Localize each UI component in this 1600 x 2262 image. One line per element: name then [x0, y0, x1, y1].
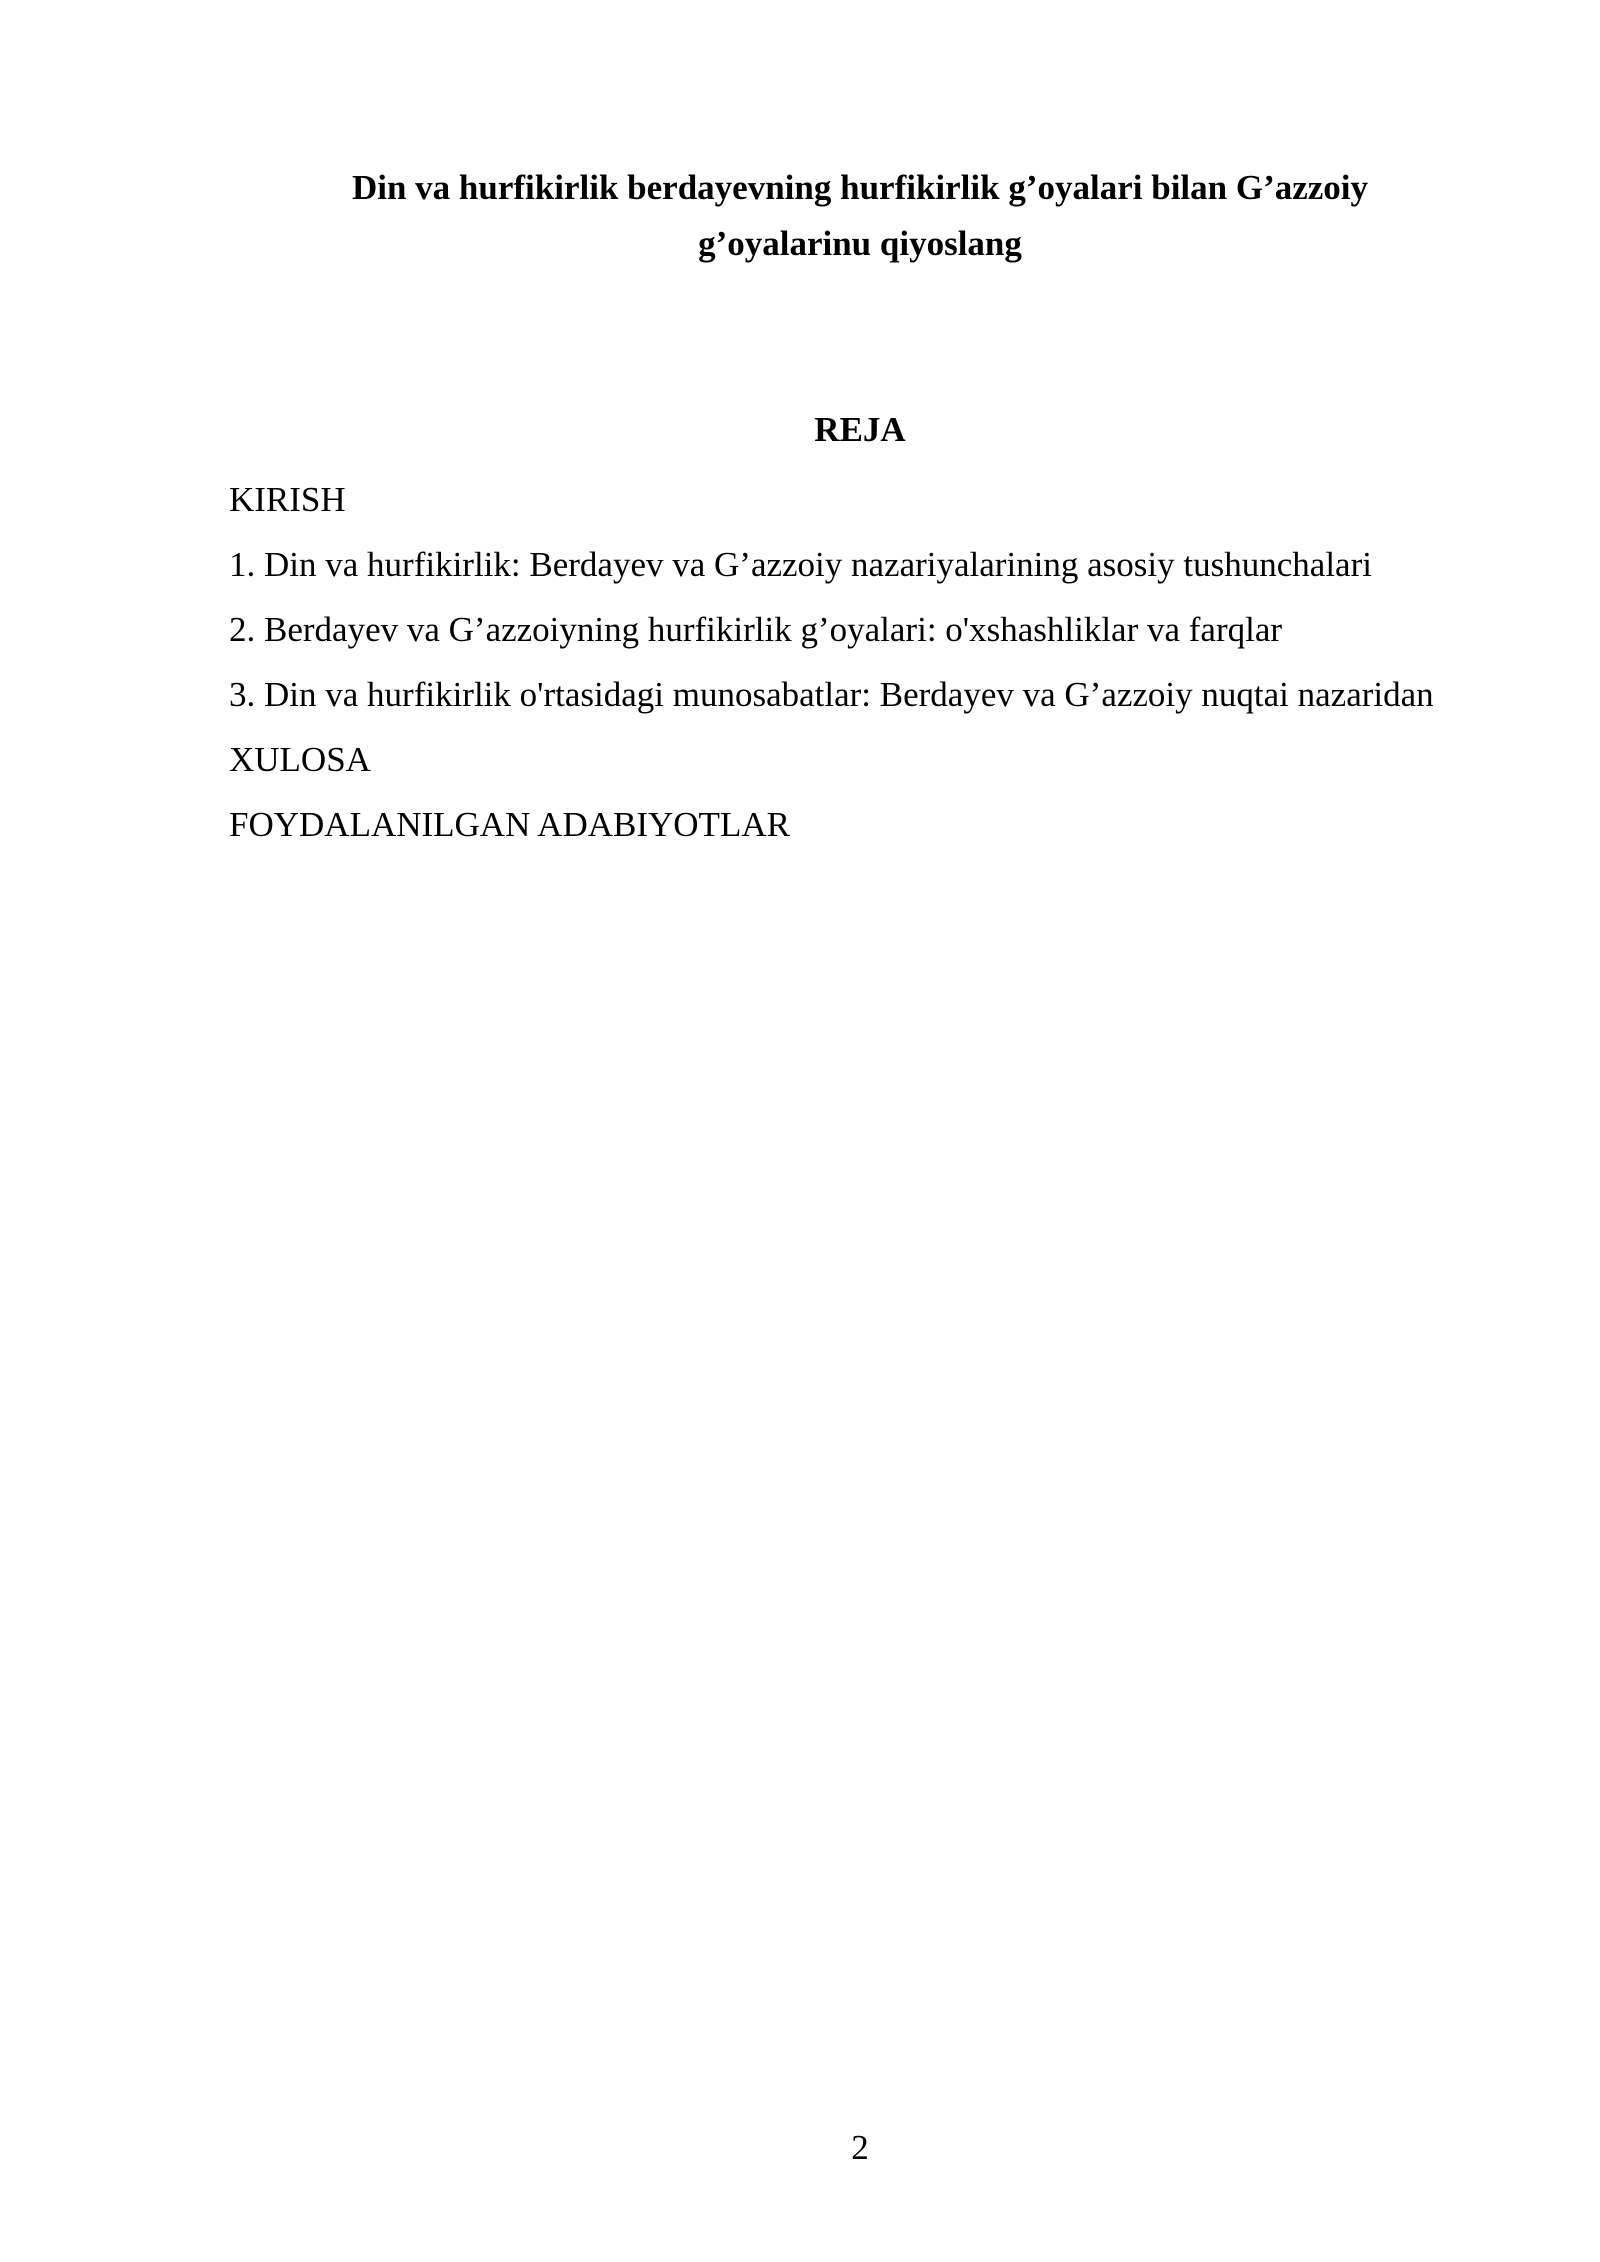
- page-number: 2: [851, 2128, 869, 2167]
- plan-heading: REJA: [814, 410, 906, 449]
- plan-item-2: 2. Berdayev va G’azzoiyning hurfikirlik g’oyalari: o'xshashliklar va farqlar: [229, 610, 1283, 649]
- plan-item-references: FOYDALANILGAN ADABIYOTLAR: [229, 805, 790, 844]
- plan-item-1: 1. Din va hurfikirlik: Berdayev va G’azzoiy nazariyalarining asosiy tushunchalari: [229, 545, 1372, 584]
- document-title-line-2: g’oyalarinu qiyoslang: [698, 224, 1022, 263]
- plan-item-3: 3. Din va hurfikirlik o'rtasidagi munosabatlar: Berdayev va G’azzoiy nuqtai nazaridan: [229, 675, 1434, 714]
- plan-item-conclusion: XULOSA: [229, 740, 371, 779]
- plan-item-introduction: KIRISH: [229, 480, 346, 519]
- document-title: [230, 160, 1490, 272]
- document-title-line-1: Din va hurfikirlik berdayevning hurfikirlik g’oyalari bilan G’azzoiy: [351, 168, 1369, 207]
- plan-list: [229, 472, 1489, 862]
